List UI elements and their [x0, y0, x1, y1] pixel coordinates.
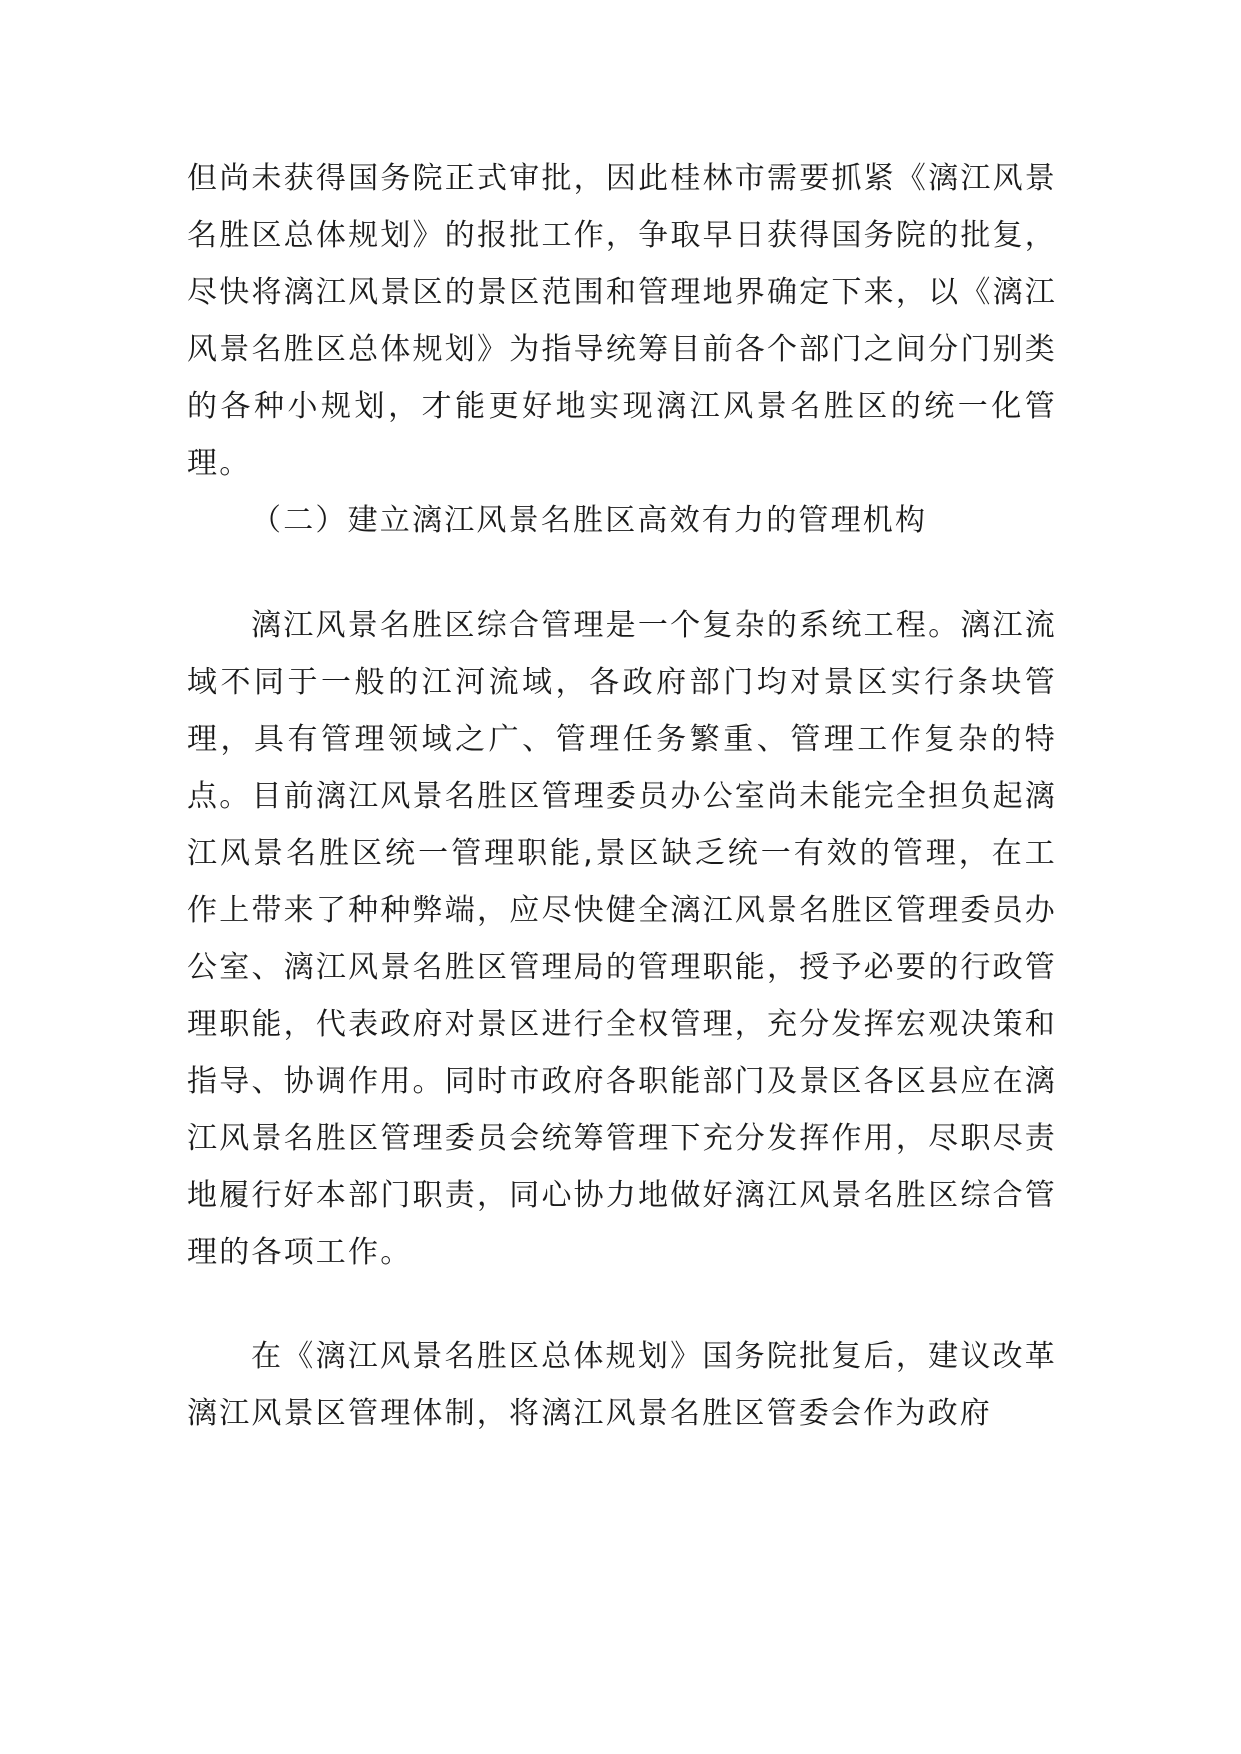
paragraph-system-reform: 在《漓江风景名胜区总体规划》国务院批复后，建议改革漓江风景区管理体制，将漓江风景名胜区管委会作为政府 — [187, 1339, 1057, 1431]
paragraph-planning-approval: 但尚未获得国务院正式审批，因此桂林市需要抓紧《漓江风景名胜区总体规划》的报批工作，争取早日获得国务院的批复，尽快将漓江风景区的景区范围和管理地界确定下来，以《漓江风景名胜区总体规划》为指导统筹目前各个部门之间分门别类的各种小规划，才能更好地实现漓江风景名胜区的统一化管理。 — [187, 161, 1057, 481]
document-body — [187, 150, 1057, 1442]
paragraph-comprehensive-management: 漓江风景名胜区综合管理是一个复杂的系统工程。漓江流域不同于一般的江河流域，各政府部门均对景区实行条块管理，具有管理领域之广、管理任务繁重、管理工作复杂的特点。目前漓江风景名胜区管理委员办公室尚未能完全担负起漓江风景名胜区统一管理职能,景区缺乏统一有效的管理，在工作上带来了种种弊端，应尽快健全漓江风景名胜区管理委员办公室、漓江风景名胜区管理局的管理职能，授予必要的行政管理职能，代表政府对景区进行全权管理，充分发挥宏观决策和指导、协调作用。同时市政府各职能部门及景区各区县应在漓江风景名胜区管理委员会统筹管理下充分发挥作用，尽职尽责地履行好本部门职责，同心协力地做好漓江风景名胜区综合管理的各项工作。 — [187, 608, 1057, 1270]
section-heading-management-agency: （二）建立漓江风景名胜区高效有力的管理机构 — [251, 503, 928, 538]
